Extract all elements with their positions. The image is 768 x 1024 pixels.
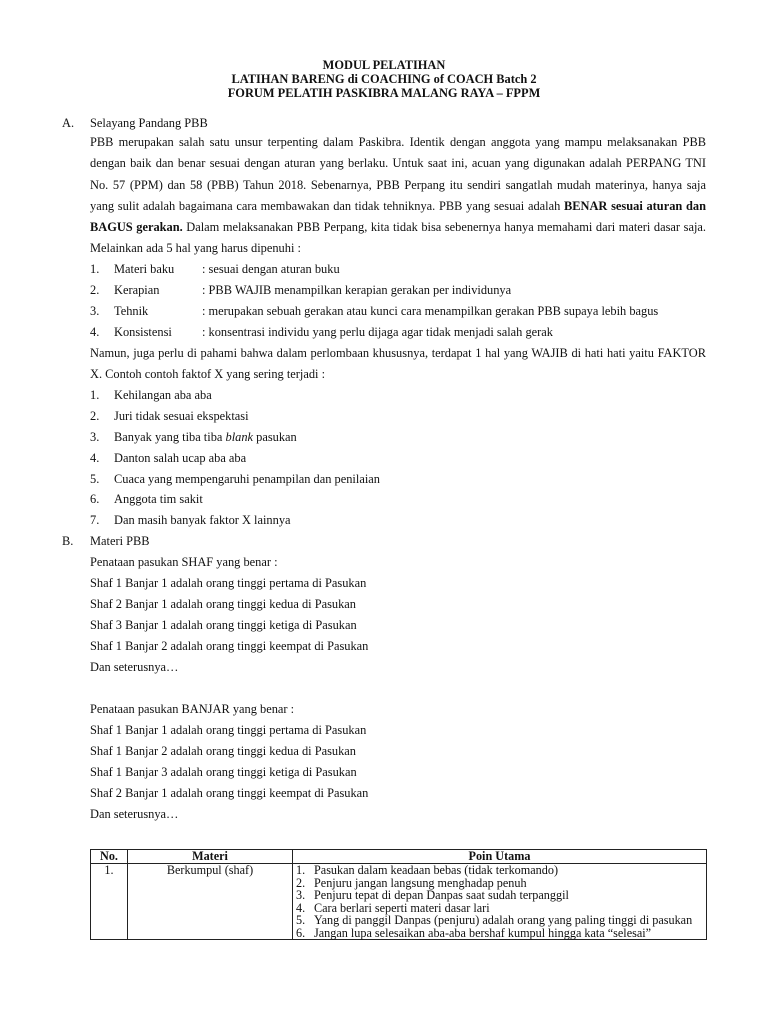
cell-materi: Berkumpul (shaf): [128, 864, 293, 940]
banjar-intro: Penataan pasukan BANJAR yang benar :: [90, 702, 295, 716]
poin-num: 6.: [296, 925, 306, 940]
poin-num: 5.: [296, 913, 306, 927]
poin-text: Jangan lupa selesaikan aba-aba bershaf kumpul hingga kata “selesai”: [314, 925, 652, 940]
factor-text: Anggota tim sakit: [114, 492, 203, 506]
criteria-num: 1.: [90, 262, 100, 276]
factor-text: Juri tidak sesuai ekspektasi: [114, 409, 249, 423]
criteria-desc: : sesuai dengan aturan buku: [202, 262, 340, 276]
doc-title-line-3: FORUM PELATIH PASKIBRA MALANG RAYA – FPPM: [227, 86, 541, 100]
criteria-label: Kerapian: [114, 283, 160, 297]
factor-item: [90, 430, 297, 445]
para1-text-b: Dalam melaksanakan PBB Perpang, kita tidak bisa sebenernya hanya memahami dari materi dasar saja. Melainkan ada 5 hal yang harus dipenuhi :: [90, 220, 706, 256]
factor-num: 3.: [90, 430, 100, 444]
factor-num: 7.: [90, 513, 100, 527]
criteria-label: Konsistensi: [114, 325, 172, 339]
shaf-line: Shaf 1 Banjar 2 adalah orang tinggi keempat di Pasukan: [90, 639, 369, 653]
banjar-line: Shaf 1 Banjar 2 adalah orang tinggi kedua di Pasukan: [90, 744, 356, 758]
banjar-line: Shaf 1 Banjar 3 adalah orang tinggi ketiga di Pasukan: [90, 765, 357, 779]
poin-text: Cara berlari seperti materi dasar lari: [314, 900, 490, 915]
poin-utama-table: [90, 849, 707, 940]
banjar-line: Shaf 2 Banjar 1 adalah orang tinggi keempat di Pasukan: [90, 786, 369, 800]
criteria-num: 2.: [90, 283, 100, 297]
criteria-desc: : merupakan sebuah gerakan atau kunci cara menampilkan gerakan PBB supaya lebih bagus: [202, 304, 659, 318]
factor-num: 1.: [90, 388, 100, 402]
shaf-line: Shaf 1 Banjar 1 adalah orang tinggi pertama di Pasukan: [90, 576, 367, 590]
factor-text: Banyak yang tiba tiba: [114, 430, 226, 444]
factor-item: [90, 451, 246, 466]
criteria-num: 3.: [90, 304, 100, 318]
col-header-materi: Materi: [128, 850, 293, 864]
para1-text-a: PBB merupakan salah satu unsur terpenting dalam Paskibra. Identik dengan anggota yang mampu melaksanakan PBB dengan baik dan benar sesuai dengan aturan yang berlaku. Untuk saat ini, acuan yang digunakan adalah PERPANG TNI No. 57 (PPM) dan 58 (PBB) Tahun 2018. Sebenarnya, PBB Perpang itu sendiri sangatlah mudah materinya, hanya saja yang sulit adalah bagaimana cara membawakan dan tidak tehniknya. PBB yang sesuai adalah: [90, 135, 706, 213]
poin-list: [296, 864, 703, 939]
criteria-item: [90, 283, 511, 298]
factor-num: 2.: [90, 409, 100, 423]
poin-text: Yang di panggil Danpas (penjuru) adalah orang yang paling tinggi di pasukan: [314, 913, 693, 927]
factor-text: Kehilangan aba aba: [114, 388, 212, 402]
factor-num: 6.: [90, 492, 100, 506]
doc-title-line-2: LATIHAN BARENG di COACHING of COACH Batch 2: [231, 72, 537, 86]
section-a-title: Selayang Pandang PBB: [90, 116, 208, 130]
cell-poin-utama: [293, 864, 707, 940]
doc-title-line-1: MODUL PELATIHAN: [322, 58, 446, 72]
col-header-poin-utama: Poin Utama: [293, 850, 707, 864]
table-row: [91, 864, 707, 940]
banjar-line: Shaf 1 Banjar 1 adalah orang tinggi pertama di Pasukan: [90, 723, 367, 737]
poin-item: [296, 927, 703, 940]
poin-num: 2.: [296, 875, 306, 890]
shaf-line: Shaf 3 Banjar 1 adalah orang tinggi ketiga di Pasukan: [90, 618, 357, 632]
criteria-num: 4.: [90, 325, 100, 339]
poin-num: 4.: [296, 900, 306, 915]
poin-num: 1.: [296, 863, 306, 877]
factor-item: [90, 513, 291, 528]
criteria-item: [90, 325, 553, 340]
section-a-paragraph-2: Namun, juga perlu di pahami bahwa dalam perlombaan khususnya, terdapat 1 hal yang WAJIB di hati hati yaitu FAKTOR X. Contoh contoh faktof X yang sering terjadi :: [90, 346, 706, 382]
criteria-label: Tehnik: [114, 304, 149, 318]
factor-item: [90, 492, 203, 507]
factor-text: Danton salah ucap aba aba: [114, 451, 247, 465]
factor-text: Cuaca yang mempengaruhi penampilan dan penilaian: [114, 472, 380, 486]
section-b-title: Materi PBB: [90, 534, 150, 548]
col-header-no: No.: [91, 850, 128, 864]
factor-item: [90, 388, 212, 403]
poin-text: Pasukan dalam keadaan bebas (tidak terkomando): [314, 863, 558, 877]
criteria-label: Materi baku: [114, 262, 175, 276]
criteria-desc: : PBB WAJIB menampilkan kerapian gerakan per individunya: [202, 283, 512, 297]
cell-no: 1.: [91, 864, 128, 940]
factor-text: Dan masih banyak faktor X lainnya: [114, 513, 291, 527]
section-a-paragraph-1: [90, 132, 706, 260]
poin-num: 3.: [296, 888, 306, 902]
section-a-letter: A.: [62, 116, 75, 130]
factor-item: [90, 472, 380, 487]
factor-emphasis: blank: [225, 430, 254, 444]
criteria-item: [90, 304, 658, 319]
factor-item: [90, 409, 249, 424]
criteria-item: [90, 262, 340, 277]
factor-num: 5.: [90, 472, 100, 486]
factor-num: 4.: [90, 451, 100, 465]
criteria-desc: : konsentrasi individu yang perlu dijaga agar tidak menjadi salah gerak: [202, 325, 553, 339]
shaf-intro: Penataan pasukan SHAF yang benar :: [90, 555, 278, 569]
section-b-letter: B.: [62, 534, 74, 548]
poin-text: Penjuru jangan langsung menghadap penuh: [314, 875, 527, 890]
shaf-line: Shaf 2 Banjar 1 adalah orang tinggi kedua di Pasukan: [90, 597, 356, 611]
factor-text-post: pasukan: [253, 430, 297, 444]
table-header-row: [91, 850, 707, 864]
shaf-end: Dan seterusnya…: [90, 660, 179, 674]
para1-bold-text: BENAR sesuai aturan dan BAGUS gerakan.: [90, 198, 706, 235]
poin-text: Penjuru tepat di depan Danpas saat sudah terpanggil: [314, 888, 569, 902]
banjar-end: Dan seterusnya…: [90, 807, 179, 821]
